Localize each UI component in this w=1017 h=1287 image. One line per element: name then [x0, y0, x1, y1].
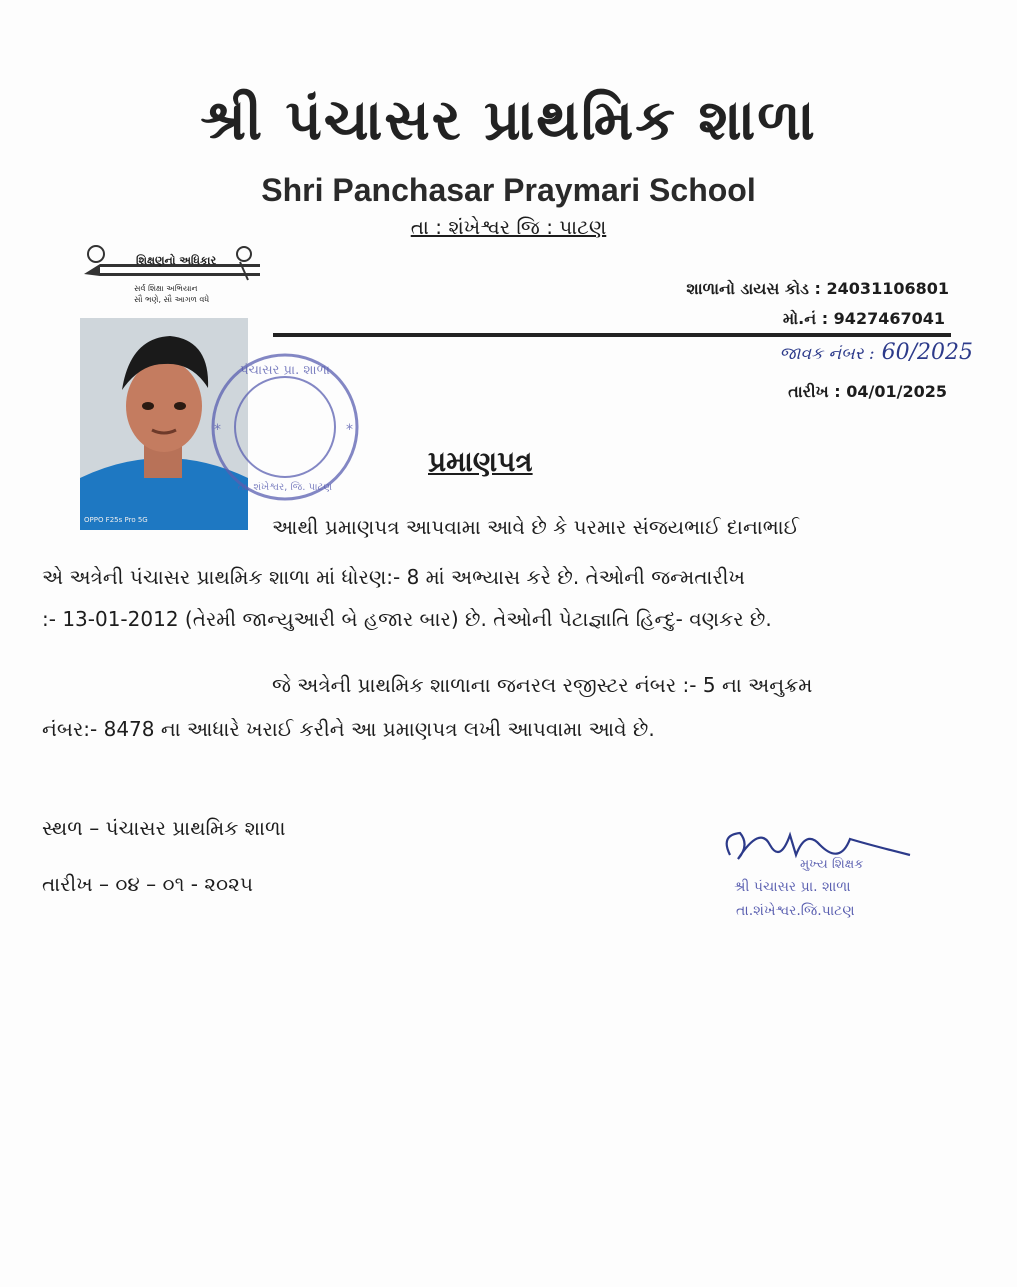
svg-text:*: * — [346, 422, 353, 438]
school-title-gujarati: શ્રી પંચાસર પ્રાથમિક શાળા — [200, 88, 817, 153]
place-line: સ્થળ – પંચાસર પ્રાથમિક શાળા — [42, 816, 286, 840]
svg-text:તા. શંખેશ્વર, જિ. પાટણ: તા. શંખેશ્વર, જિ. પાટણ — [237, 482, 333, 493]
mobile-label: મો.નં — [782, 309, 817, 328]
taluka-district-line: તા : શંખેશ્વર જિ : પાટણ — [410, 215, 607, 239]
svg-text:*: * — [214, 422, 221, 438]
issue-date-value: 04/01/2025 — [846, 382, 947, 401]
certificate-line-1: આથી પ્રમાણપત્ર આપવામા આવે છે કે પરમાર સંજયભાઈ દાનાભાઈ — [272, 515, 800, 539]
svg-text:પંચાસર પ્રા. શાળા: પંચાસર પ્રા. શાળા — [240, 363, 330, 378]
footer-date-line: તારીખ – ૦૪ – ૦૧ - ૨૦૨૫ — [42, 872, 253, 896]
round-seal-icon — [206, 352, 364, 502]
signature-title: મુખ્ય શિક્ષક — [800, 857, 864, 872]
headmaster-signature-block — [710, 815, 920, 930]
signature-school: શ્રી પંચાસર પ્રા. શાળા — [734, 879, 851, 895]
certificate-line-4: જે અત્રેની પ્રાથમિક શાળાના જનરલ રજીસ્ટર નંબર :- 5 ના અનુક્રમ — [272, 673, 813, 697]
issue-date-line: તારીખ : 04/01/2025 — [788, 382, 947, 401]
certificate-line-2: એ અત્રેની પંચાસર પ્રાથમિક શાળા માં ધોરણ:- 8 માં અભ્યાસ કરે છે. તેઓની જન્મતારીખ — [42, 565, 745, 589]
outward-number: 60/2025 — [881, 340, 973, 365]
dise-code-label: શાળાનો ડાયસ કોડ — [686, 279, 809, 298]
certificate-heading: પ્રમાણપત્ર — [428, 445, 533, 478]
right-to-education-logo — [80, 240, 265, 310]
header-divider — [273, 333, 951, 337]
logo-sub-text-1: સર્વ શિક્ષા અભિયાન — [134, 284, 198, 293]
dise-code-line: શાળાનો ડાયસ કોડ : 24031106801 — [686, 279, 949, 298]
certificate-line-5: નંબર:- 8478 ના આધારે ખરાઈ કરીને આ પ્રમાણપત્ર લખી આપવામા આવે છે. — [42, 717, 655, 741]
school-title-english: Shri Panchasar Praymari School — [261, 172, 756, 208]
mobile-line: મો.નં : 9427467041 — [782, 309, 945, 328]
logo-sub-text-2: સૌ ભણે, સૌ આગળ વધે — [134, 295, 210, 304]
logo-main-text: શિક્ષણનો અધિકાર — [136, 254, 217, 267]
issue-date-label: તારીખ — [788, 382, 829, 401]
signature-place: તા.શંખેશ્વર.જિ.પાટણ — [736, 903, 855, 919]
outward-number-handwritten — [779, 340, 973, 365]
mobile-value: 9427467041 — [833, 309, 945, 328]
photo-watermark: OPPO F25s Pro 5G — [84, 516, 148, 524]
school-seal-stamp — [206, 352, 364, 502]
outward-label: જાવક નંબર : — [779, 344, 875, 364]
dise-code-value: 24031106801 — [826, 279, 949, 298]
certificate-line-3: :- 13-01-2012 (તેરમી જાન્યુઆરી બે હજાર બાર) છે. તેઓની પેટાજ્ઞાતિ હિન્દુ- વણકર છે. — [42, 607, 772, 631]
